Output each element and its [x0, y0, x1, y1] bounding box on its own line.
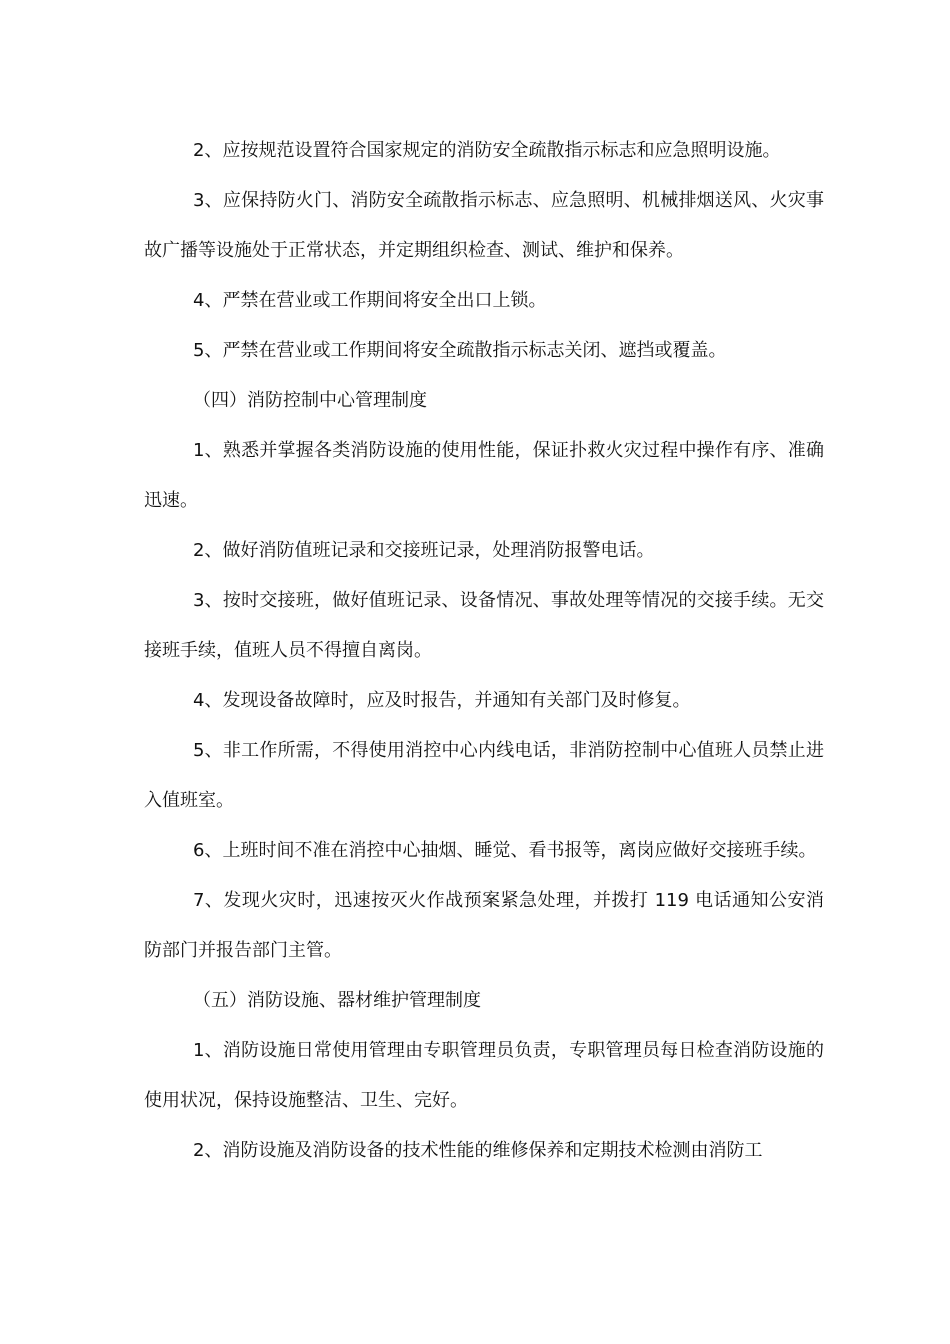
paragraph-item: 1、消防设施日常使用管理由专职管理员负责，专职管理员每日检查消防设施的使用状况，保持设施整洁、卫生、完好。: [144, 1040, 824, 1111]
paragraph-item: 6、上班时间不准在消控中心抽烟、睡觉、看书报等，离岗应做好交接班手续。: [193, 840, 817, 861]
paragraph-item: 5、非工作所需，不得使用消控中心内线电话，非消防控制中心值班人员禁止进入值班室。: [144, 740, 824, 811]
paragraph-item: 2、消防设施及消防设备的技术性能的维修保养和定期技术检测由消防工: [193, 1140, 763, 1161]
section-heading: （四）消防控制中心管理制度: [193, 390, 427, 411]
paragraph-item: 4、严禁在营业或工作期间将安全出口上锁。: [193, 290, 547, 311]
paragraph-item: 3、应保持防火门、消防安全疏散指示标志、应急照明、机械排烟送风、火灾事故广播等设施处于正常状态，并定期组织检查、测试、维护和保养。: [144, 190, 824, 261]
paragraph-item: 1、熟悉并掌握各类消防设施的使用性能，保证扑救火灾过程中操作有序、准确迅速。: [144, 440, 824, 511]
paragraph-item: 4、发现设备故障时，应及时报告，并通知有关部门及时修复。: [193, 690, 691, 711]
paragraph-item: 5、严禁在营业或工作期间将安全疏散指示标志关闭、遮挡或覆盖。: [193, 340, 727, 361]
document-body: [144, 126, 824, 1176]
paragraph-item: 7、发现火灾时，迅速按灭火作战预案紧急处理，并拨打 119 电话通知公安消防部门并报告部门主管。: [144, 890, 824, 961]
paragraph-item: 2、应按规范设置符合国家规定的消防安全疏散指示标志和应急照明设施。: [193, 140, 781, 161]
paragraph-item: 2、做好消防值班记录和交接班记录，处理消防报警电话。: [193, 540, 655, 561]
section-heading: （五）消防设施、器材维护管理制度: [193, 990, 481, 1011]
paragraph-item: 3、按时交接班，做好值班记录、设备情况、事故处理等情况的交接手续。无交接班手续，值班人员不得擅自离岗。: [144, 590, 824, 661]
